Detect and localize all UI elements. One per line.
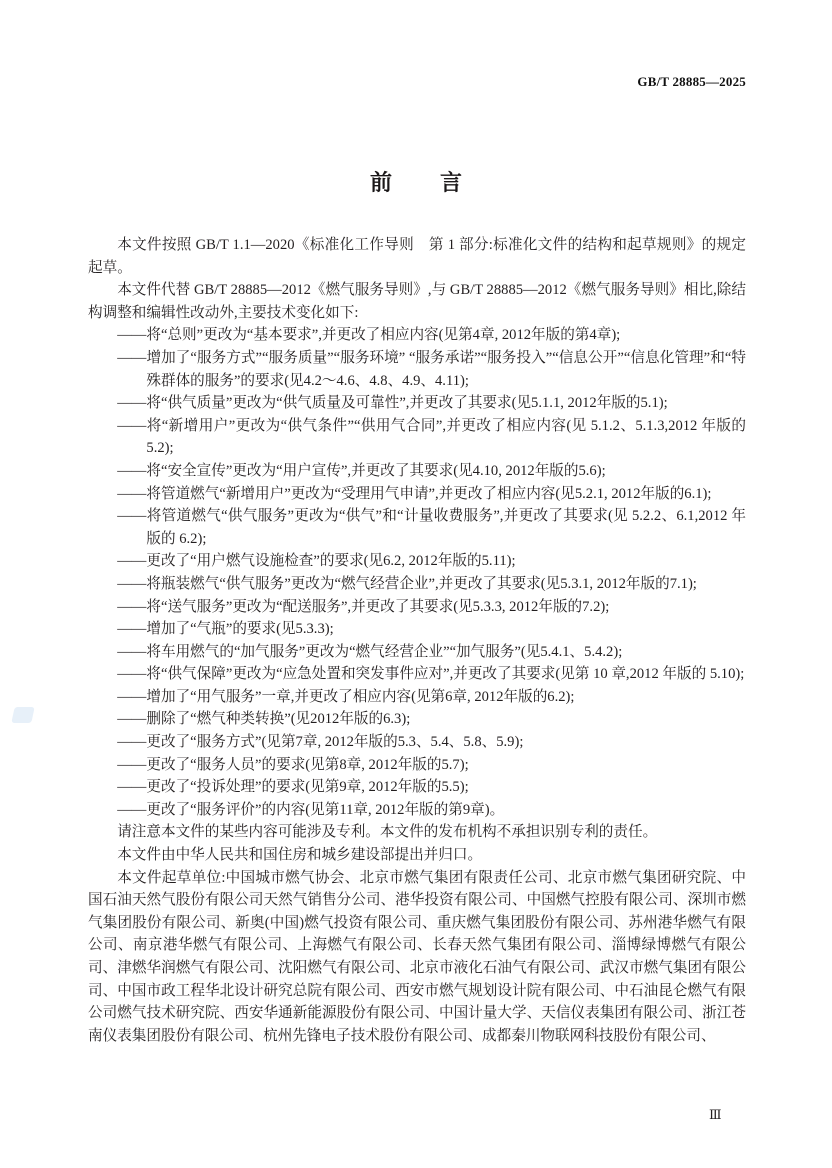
- change-item: ——更改了“服务人员”的要求(见第8章, 2012年版的5.7);: [117, 756, 469, 773]
- foreword-body: [88, 234, 746, 1047]
- change-item: ——增加了“用气服务”一章,并更改了相应内容(见第6章, 2012年版的6.2);: [117, 688, 575, 705]
- change-item: ——将“总则”更改为“基本要求”,并更改了相应内容(见第4章, 2012年版的第4章);: [117, 327, 621, 344]
- change-item: ——更改了“服务方式”(见第7章, 2012年版的5.3、5.4、5.8、5.9);: [117, 734, 524, 751]
- standard-number-header: GB/T 28885—2025: [637, 74, 746, 89]
- change-item: ——将“安全宣传”更改为“用户宣传”,并更改了其要求(见4.10, 2012年版的5.6);: [117, 462, 606, 479]
- paragraph-patent-notice: 请注意本文件的某些内容可能涉及专利。本文件的发布机构不承担识别专利的责任。: [117, 824, 658, 841]
- change-item: ——更改了“服务评价”的内容(见第11章, 2012年版的第9章)。: [117, 801, 505, 818]
- change-item: ——将“送气服务”更改为“配送服务”,并更改了其要求(见5.3.3, 2012年版的7.2);: [117, 598, 610, 615]
- change-item: ——将管道燃气“新增用户”更改为“受理用气申请”,并更改了相应内容(见5.2.1, 2012年版的6.1);: [117, 485, 712, 502]
- watermark-logo: [11, 707, 34, 723]
- page-title: 前言: [369, 170, 510, 196]
- change-item: ——将车用燃气的“加气服务”更改为“燃气经营企业”“加气服务”(见5.4.1、5.4.2);: [117, 643, 623, 660]
- change-item: ——更改了“用户燃气设施检查”的要求(见6.2, 2012年版的5.11);: [117, 553, 516, 570]
- paragraph-proposing-body: 本文件由中华人民共和国住房和城乡建设部提出并归口。: [117, 847, 483, 864]
- change-item: ——将“供气保障”更改为“应急处置和突发事件应对”,并更改了其要求(见第 10 章,2012 年版的 5.10);: [117, 666, 745, 683]
- change-item: ——将“供气质量”更改为“供气质量及可靠性”,并更改了其要求(见5.1.1, 2012年版的5.1);: [117, 395, 668, 412]
- technical-changes-list: [88, 324, 746, 821]
- change-item: ——删除了“燃气种类转换”(见2012年版的6.3);: [117, 711, 411, 728]
- change-item: ——将瓶装燃气“供气服务”更改为“燃气经营企业”,并更改了其要求(见5.3.1, 2012年版的7.1);: [117, 575, 697, 592]
- paragraph-drafting-basis: 本文件按照 GB/T 1.1—2020《标准化工作导则 第 1 部分:标准化文件的结构和起草规则》的规定起草。: [88, 237, 746, 276]
- change-item: ——更改了“投诉处理”的要求(见第9章, 2012年版的5.5);: [117, 779, 469, 796]
- page-number: Ⅲ: [709, 1108, 722, 1123]
- paragraph-replacement-note: 本文件代替 GB/T 28885—2012《燃气服务导则》,与 GB/T 28885—2012《燃气服务导则》相比,除结构调整和编辑性改动外,主要技术变化如下:: [88, 282, 746, 321]
- change-item: ——将“新增用户”更改为“供气条件”“供用气合同”,并更改了相应内容(见 5.1.2、5.1.3,2012 年版的 5.2);: [117, 417, 746, 457]
- change-item: ——增加了“气瓶”的要求(见5.3.3);: [117, 621, 334, 638]
- change-item: ——将管道燃气“供气服务”更改为“供气”和“计量收费服务”,并更改了其要求(见 5.2.2、6.1,2012 年版的 6.2);: [117, 508, 746, 547]
- paragraph-drafting-units: 本文件起草单位:中国城市燃气协会、北京市燃气集团有限责任公司、北京市燃气集团研究院、中国石油天然气股份有限公司天然气销售分公司、港华投资有限公司、中国燃气控股有限公司、深圳市燃气集团股份有限公司、新奥(中国)燃气投资有限公司、重庆燃气集团股份有限公司、苏州港华燃气有限公司、南京港华燃气有限公司、上海燃气有限公司、长春天然气集团有限公司、淄博绿博燃气有限公司、津燃华润燃气有限公司、沈阳燃气有限公司、北京市液化石油气有限公司、武汉市燃气集团有限公司、中国市政工程华北设计研究总院有限公司、西安市燃气规划设计院有限公司、中石油昆仑燃气有限公司燃气技术研究院、西安华通新能源股份有限公司、中国计量大学、天信仪表集团有限公司、浙江苍南仪表集团股份有限公司、杭州先锋电子技术股份有限公司、成都秦川物联网科技股份有限公司、: [88, 869, 746, 1044]
- change-item: ——增加了“服务方式”“服务质量”“服务环境” “服务承诺”“服务投入”“信息公开”“信息化管理”和“特殊群体的服务”的要求(见4.2～4.6、4.8、4.9、4.11);: [117, 349, 746, 389]
